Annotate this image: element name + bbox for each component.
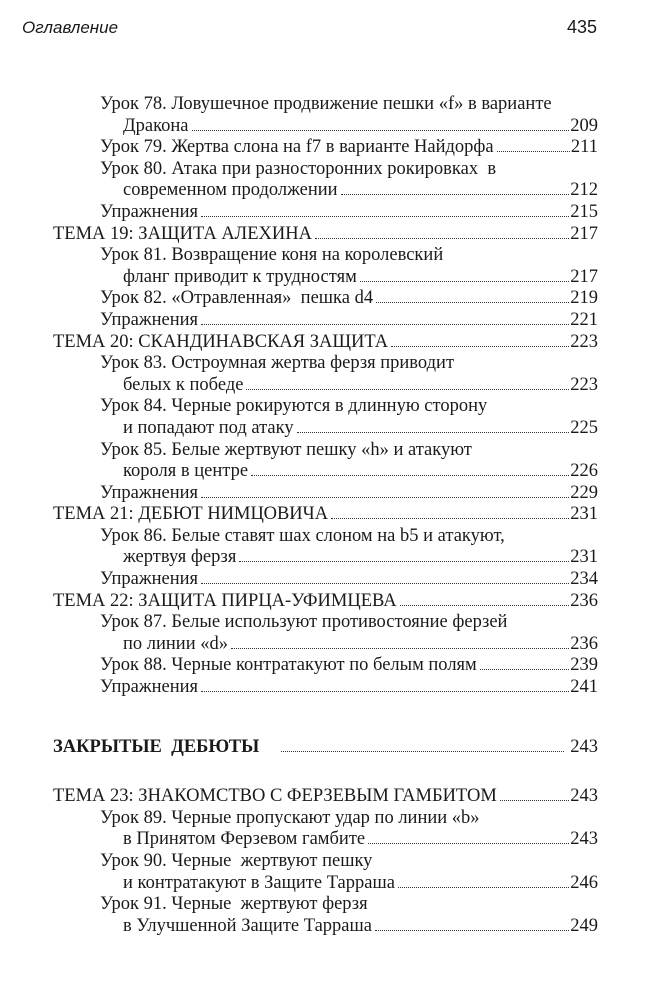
toc-page-number: 209 — [570, 115, 598, 136]
toc-entry-title: Урок 84. Черные рокируются в длинную сторону — [100, 396, 488, 417]
toc-lesson-entry — [53, 808, 598, 851]
toc-entry-title: ТЕМА 23: ЗНАКОМСТВО С ФЕРЗЕВЫМ ГАМБИТОМ — [53, 786, 497, 807]
toc-entry-title: Урок 83. Остроумная жертва ферзя приводит — [100, 353, 455, 374]
toc-entry-title: жертвуя ферзя — [123, 547, 237, 568]
toc-line — [53, 786, 598, 808]
toc-line — [53, 461, 598, 483]
toc-part-heading — [53, 737, 598, 759]
toc-page-number: 215 — [570, 201, 598, 222]
dot-leader — [331, 518, 569, 519]
toc-line — [53, 483, 598, 505]
toc-entry-title: Урок 87. Белые используют противостояние ферзей — [100, 612, 508, 633]
page-number: 435 — [566, 17, 597, 37]
toc-line — [53, 569, 598, 591]
toc-page-number: 229 — [570, 482, 598, 503]
toc-entry-title: Дракона — [123, 115, 189, 136]
toc-entry-title: ТЕМА 19: ЗАЩИТА АЛЕХИНА — [53, 223, 312, 244]
toc-entry-title: Урок 80. Атака при разносторонних рокировках в — [100, 158, 497, 179]
toc-line — [53, 829, 598, 851]
toc-line — [53, 655, 598, 677]
dot-leader — [398, 887, 569, 888]
toc-lesson-entry — [53, 288, 598, 310]
toc-entry-title: Урок 78. Ловушечное продвижение пешки «f» в варианте — [100, 94, 552, 114]
dot-leader — [500, 800, 569, 801]
toc-line — [53, 440, 598, 462]
dot-leader — [201, 216, 569, 217]
toc-lesson-entry — [53, 526, 598, 569]
toc-line — [53, 591, 598, 613]
toc-line — [53, 159, 598, 181]
dot-leader — [368, 843, 569, 844]
toc-page-number: 217 — [570, 266, 598, 287]
toc-entry-title: ТЕМА 21: ДЕБЮТ НИМЦОВИЧА — [53, 504, 329, 525]
toc-page-number: 231 — [570, 547, 598, 568]
dot-leader — [376, 302, 569, 303]
toc-line — [53, 916, 598, 938]
toc-line — [53, 245, 598, 267]
dot-leader — [391, 346, 569, 347]
toc-line — [53, 396, 598, 418]
toc-lesson-entry — [53, 137, 598, 159]
toc-line — [53, 504, 598, 526]
toc-page-number: 211 — [570, 137, 598, 158]
toc-line — [53, 267, 598, 289]
toc-lesson-entry — [53, 655, 598, 677]
toc-entry-title: Урок 82. «Отравленная» пешка d4 — [100, 288, 374, 309]
toc-page-number: 225 — [570, 417, 598, 438]
toc-line — [53, 851, 598, 873]
toc-line — [53, 332, 598, 354]
toc-line — [53, 547, 598, 569]
dot-leader — [251, 475, 569, 476]
toc-line — [53, 224, 598, 246]
toc-topic-entry — [53, 332, 598, 354]
dot-leader — [315, 238, 569, 239]
dot-leader — [497, 151, 570, 152]
toc-page-number: 236 — [570, 590, 598, 611]
toc-topic-entry — [53, 786, 598, 808]
toc-page-number: 223 — [570, 331, 598, 352]
toc-entry-title: современном продолжении — [123, 180, 338, 201]
toc-page-number: 219 — [570, 288, 598, 309]
toc-page-number: 236 — [570, 633, 598, 654]
toc-line — [53, 94, 598, 116]
dot-leader — [192, 130, 570, 131]
toc-entry-title: Урок 79. Жертва слона на f7 в варианте Найдорфа — [100, 137, 494, 158]
toc-entry-title: фланг приводит к трудностям — [123, 266, 357, 287]
toc-page-number: 223 — [570, 374, 598, 395]
dot-leader — [201, 691, 569, 692]
toc-page-number: 212 — [570, 180, 598, 201]
toc-line — [53, 873, 598, 895]
toc-line — [53, 353, 598, 375]
toc-page-number: 249 — [570, 915, 598, 936]
dot-leader — [231, 648, 569, 649]
toc-lesson-entry — [53, 353, 598, 396]
toc-entry-title: ТЕМА 20: СКАНДИНАВСКАЯ ЗАЩИТА — [53, 331, 389, 352]
toc-entry-title: Урок 88. Черные контратакуют по белым полям — [100, 655, 477, 676]
toc-page-number: 243 — [570, 829, 598, 850]
toc-lesson-entry — [53, 310, 598, 332]
toc-entry-title: Упражнения — [100, 677, 199, 698]
dot-leader — [281, 751, 564, 752]
toc-line — [53, 137, 598, 159]
toc-line — [53, 526, 598, 548]
toc-entry-title: ЗАКРЫТЫЕ ДЕБЮТЫ — [53, 736, 260, 757]
toc-lesson-entry — [53, 851, 598, 894]
dot-leader — [201, 324, 569, 325]
toc-lesson-entry — [53, 483, 598, 505]
running-header-title: Оглавление — [22, 18, 119, 37]
toc-entry-title: Урок 86. Белые ставят шах слоном на b5 и атакуют, — [100, 525, 505, 546]
toc-entry-title: Упражнения — [100, 569, 199, 590]
toc-page-number: 221 — [570, 309, 598, 330]
toc-lesson-entry — [53, 202, 598, 224]
toc-page-number: 243 — [570, 736, 598, 757]
toc-topic-entry — [53, 591, 598, 613]
toc-entry-title: короля в центре — [123, 461, 249, 482]
dot-leader — [201, 583, 569, 584]
toc-lesson-entry — [53, 245, 598, 288]
toc-line — [53, 894, 598, 916]
toc-entry-title: белых к победе — [123, 374, 244, 395]
toc-entry-title: Урок 85. Белые жертвуют пешку «h» и атакуют — [100, 439, 472, 460]
toc-entry-title: Упражнения — [100, 482, 199, 503]
toc-page-number: 231 — [570, 504, 598, 525]
dot-leader — [400, 605, 570, 606]
toc-line — [53, 180, 598, 202]
toc-line — [53, 737, 598, 759]
toc-lesson-entry — [53, 677, 598, 699]
toc-lesson-entry — [53, 159, 598, 202]
toc-page-number: 243 — [570, 786, 598, 807]
toc-line — [53, 310, 598, 332]
toc-entry-title: в Принятом Ферзевом гамбите — [123, 829, 366, 850]
dot-leader — [360, 281, 569, 282]
dot-leader — [341, 194, 570, 195]
toc-page-number: 234 — [570, 569, 598, 590]
toc-entry-title: Урок 91. Черные жертвуют ферзя — [100, 894, 368, 915]
toc-topic-entry — [53, 504, 598, 526]
toc-lesson-entry — [53, 396, 598, 439]
toc-line — [53, 808, 598, 830]
toc-entry-title: Упражнения — [100, 309, 199, 330]
toc-page-number: 226 — [570, 461, 598, 482]
toc-entry-title: Упражнения — [100, 201, 199, 222]
toc-entry-title: и контратакуют в Защите Тарраша — [123, 872, 395, 893]
dot-leader — [201, 497, 569, 498]
toc-entry-title: и попадают под атаку — [123, 417, 294, 438]
toc-line — [53, 612, 598, 634]
toc-lesson-entry — [53, 894, 598, 937]
toc-lesson-entry — [53, 94, 598, 137]
toc-page-number: 217 — [570, 223, 598, 244]
toc-entry-title: Урок 81. Возвращение коня на королевский — [100, 245, 444, 266]
toc-line — [53, 288, 598, 310]
toc-entry-title: Урок 89. Черные пропускают удар по линии «b» — [100, 807, 480, 828]
toc-entry-title: по линии «d» — [123, 633, 228, 654]
toc-lesson-entry — [53, 440, 598, 483]
toc-line — [53, 116, 598, 138]
toc-line — [53, 418, 598, 440]
toc-entry-title: Урок 90. Черные жертвуют пешку — [100, 851, 373, 871]
toc-line — [53, 677, 598, 699]
toc-line — [53, 375, 598, 397]
dot-leader — [297, 432, 570, 433]
toc-entry-title: ТЕМА 22: ЗАЩИТА ПИРЦА-УФИМЦЕВА — [53, 590, 397, 611]
toc-page-number: 241 — [570, 677, 598, 698]
toc-page-number: 246 — [570, 872, 598, 893]
dot-leader — [239, 561, 569, 562]
toc-lesson-entry — [53, 569, 598, 591]
toc-entry-title: в Улучшенной Защите Тарраша — [123, 915, 372, 936]
dot-leader — [375, 930, 569, 931]
toc-line — [53, 202, 598, 224]
toc-page-number: 239 — [570, 655, 598, 676]
toc-lesson-entry — [53, 612, 598, 655]
toc-line — [53, 634, 598, 656]
table-of-contents — [53, 94, 598, 937]
toc-topic-entry — [53, 224, 598, 246]
dot-leader — [246, 389, 569, 390]
dot-leader — [480, 669, 569, 670]
